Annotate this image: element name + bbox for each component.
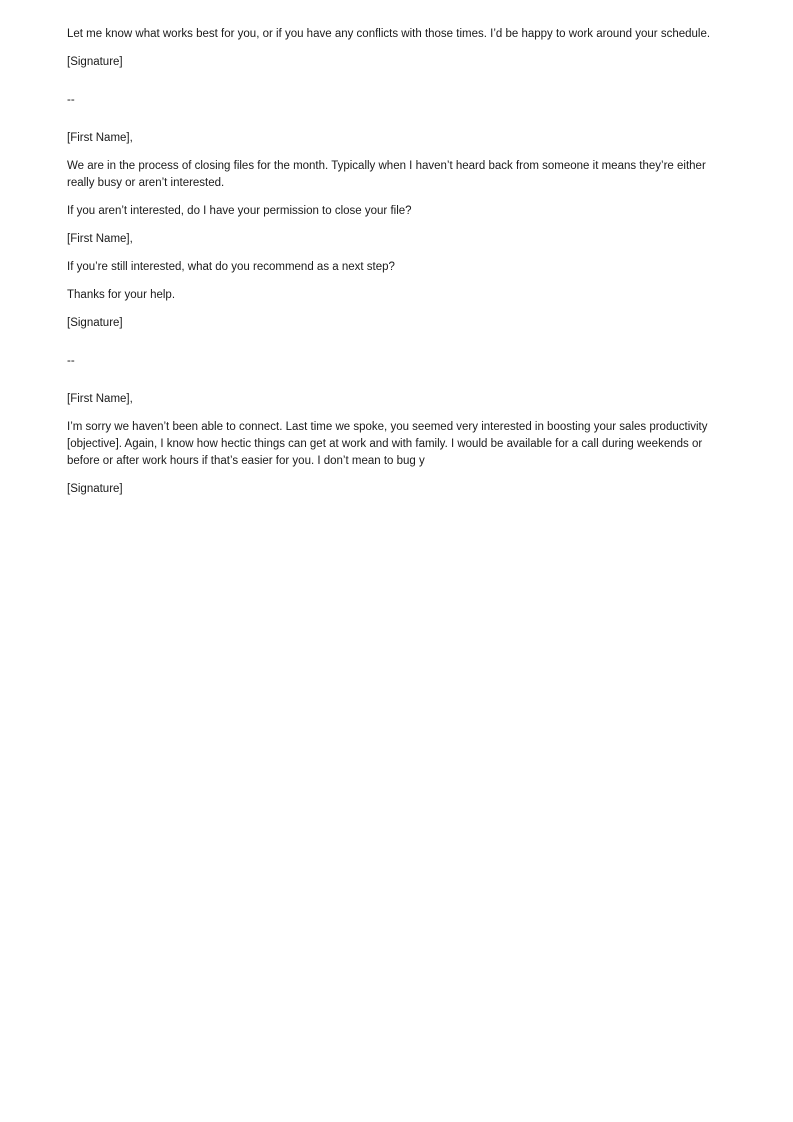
closing-paragraph: Let me know what works best for you, or if you have any conflicts with those times. I’d be happy to work around your schedule.: [67, 28, 711, 40]
signature-placeholder: [Signature]: [67, 483, 123, 495]
greeting: [First Name],: [67, 132, 133, 144]
document-body: [67, 26, 723, 509]
signature-placeholder: [Signature]: [67, 56, 123, 68]
body-paragraph: If you aren’t interested, do I have your permission to close your file?: [67, 205, 412, 217]
body-paragraph: Thanks for your help.: [67, 289, 176, 301]
signature-placeholder: [Signature]: [67, 317, 123, 329]
body-paragraph: We are in the process of closing files for the month. Typically when I haven’t heard back from someone it means they’re either really busy or aren’t interested.: [67, 160, 706, 189]
greeting: [First Name],: [67, 233, 133, 245]
section-separator: --: [67, 355, 75, 367]
greeting: [First Name],: [67, 393, 133, 405]
section-separator: --: [67, 94, 75, 106]
body-paragraph: I’m sorry we haven’t been able to connect. Last time we spoke, you seemed very interested in boosting your sales productivity [objective]. Again, I know how hectic things can get at work and with family. I would be available for a call during weekends or before or after work hours if that’s easier for you. I don’t mean to bug y: [67, 421, 708, 467]
body-paragraph: If you’re still interested, what do you recommend as a next step?: [67, 261, 395, 273]
